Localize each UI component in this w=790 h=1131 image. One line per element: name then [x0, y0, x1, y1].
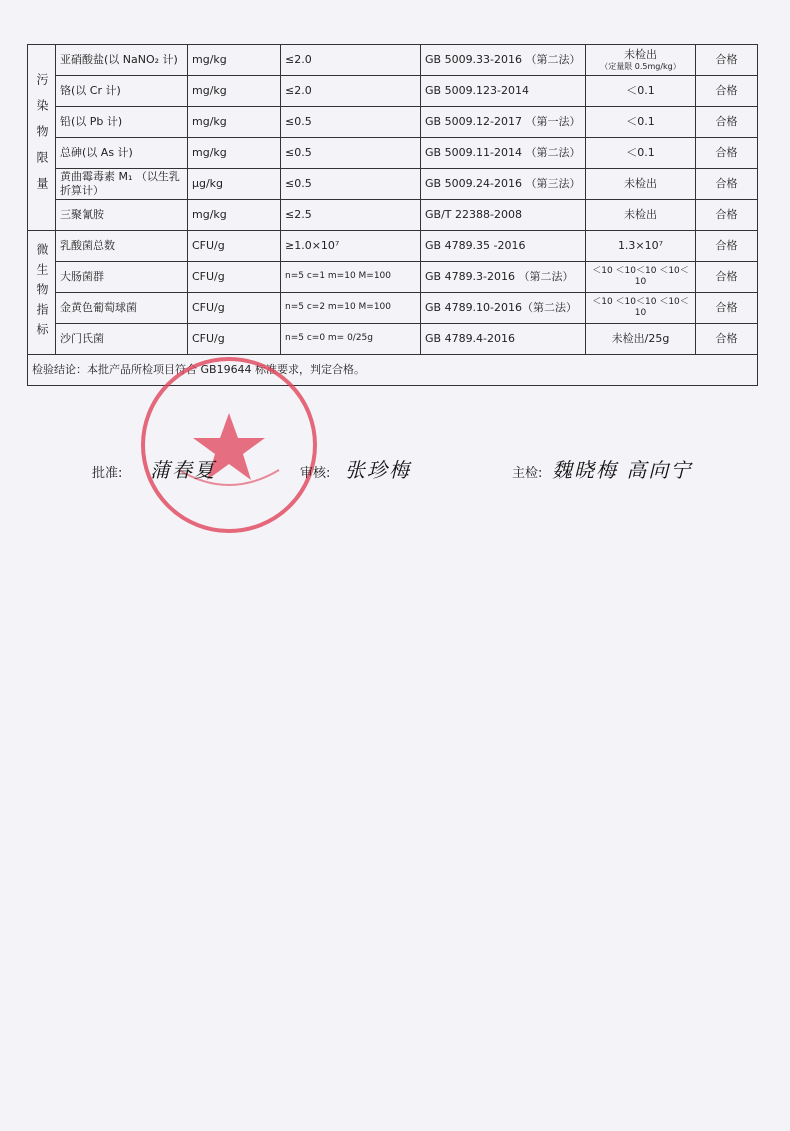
- item-cell: 黄曲霉毒素 M₁ （以生乳折算计）: [56, 169, 188, 200]
- result-cell: ＜10 ＜10＜10 ＜10＜10: [586, 293, 696, 324]
- method-cell: GB 4789.10-2016（第二法）: [421, 293, 586, 324]
- unit-cell: mg/kg: [188, 138, 281, 169]
- item-cell: 铬(以 Cr 计): [56, 76, 188, 107]
- unit-cell: CFU/g: [188, 293, 281, 324]
- category-pollutant: 污染物限量: [28, 45, 56, 231]
- verdict-cell: 合格: [696, 107, 758, 138]
- table-row: [28, 169, 758, 200]
- result-cell: ＜0.1: [586, 107, 696, 138]
- unit-cell: CFU/g: [188, 231, 281, 262]
- result-cell: ＜0.1: [586, 138, 696, 169]
- table-row: [28, 200, 758, 231]
- limit-cell: n=5 c=1 m=10 M=100: [281, 262, 421, 293]
- table-row: [28, 293, 758, 324]
- item-cell: 金黄色葡萄球菌: [56, 293, 188, 324]
- item-cell: 乳酸菌总数: [56, 231, 188, 262]
- limit-cell: n=5 c=2 m=10 M=100: [281, 293, 421, 324]
- approve-label: 批准:: [92, 466, 123, 481]
- verdict-cell: 合格: [696, 200, 758, 231]
- conclusion-text: 检验结论：本批产品所检项目符合 GB19644 标准要求，判定合格。: [28, 355, 758, 386]
- table-row: [28, 262, 758, 293]
- review-label: 审核:: [300, 466, 331, 481]
- verdict-cell: 合格: [696, 293, 758, 324]
- signature-row: [0, 452, 790, 492]
- result-value: 未检出: [624, 48, 657, 62]
- category-microbe: 微生物指标: [28, 231, 56, 355]
- unit-cell: μg/kg: [188, 169, 281, 200]
- table-row: [28, 231, 758, 262]
- unit-cell: CFU/g: [188, 324, 281, 355]
- item-cell: 沙门氏菌: [56, 324, 188, 355]
- item-cell: 铅(以 Pb 计): [56, 107, 188, 138]
- table-row: [28, 76, 758, 107]
- result-cell: [586, 45, 696, 76]
- method-cell: GB 5009.24-2016 （第三法）: [421, 169, 586, 200]
- verdict-cell: 合格: [696, 45, 758, 76]
- method-cell: GB 4789.3-2016 （第二法）: [421, 262, 586, 293]
- unit-cell: mg/kg: [188, 45, 281, 76]
- method-cell: GB 5009.33-2016 （第二法）: [421, 45, 586, 76]
- inspect-label: 主检:: [512, 466, 543, 481]
- method-cell: GB 4789.35 -2016: [421, 231, 586, 262]
- limit-cell: ≤2.5: [281, 200, 421, 231]
- item-cell: 三聚氰胺: [56, 200, 188, 231]
- inspect-signature: 魏晓梅 高向宁: [552, 458, 693, 482]
- table-row: [28, 107, 758, 138]
- item-cell: 大肠菌群: [56, 262, 188, 293]
- method-cell: GB/T 22388-2008: [421, 200, 586, 231]
- limit-cell: ≤2.0: [281, 45, 421, 76]
- verdict-cell: 合格: [696, 138, 758, 169]
- result-cell: 未检出: [586, 169, 696, 200]
- result-cell: 未检出: [586, 200, 696, 231]
- red-seal-stamp: [134, 350, 324, 540]
- method-cell: GB 4789.4-2016: [421, 324, 586, 355]
- unit-cell: CFU/g: [188, 262, 281, 293]
- table-row: [28, 138, 758, 169]
- item-cell: 总砷(以 As 计): [56, 138, 188, 169]
- unit-cell: mg/kg: [188, 107, 281, 138]
- verdict-cell: 合格: [696, 231, 758, 262]
- approve-signature: 蒲春夏: [150, 458, 216, 482]
- result-cell: 未检出/25g: [586, 324, 696, 355]
- method-cell: GB 5009.12-2017 （第一法）: [421, 107, 586, 138]
- limit-cell: ≤2.0: [281, 76, 421, 107]
- verdict-cell: 合格: [696, 324, 758, 355]
- limit-cell: n=5 c=0 m= 0/25g: [281, 324, 421, 355]
- limit-cell: ≤0.5: [281, 138, 421, 169]
- item-cell: 亚硝酸盐(以 NaNO₂ 计): [56, 45, 188, 76]
- verdict-cell: 合格: [696, 262, 758, 293]
- limit-cell: ≤0.5: [281, 169, 421, 200]
- verdict-cell: 合格: [696, 169, 758, 200]
- result-cell: ＜0.1: [586, 76, 696, 107]
- limit-cell: ≥1.0×10⁷: [281, 231, 421, 262]
- method-cell: GB 5009.11-2014 （第二法）: [421, 138, 586, 169]
- review-signature: 张珍梅: [345, 458, 411, 482]
- limit-cell: ≤0.5: [281, 107, 421, 138]
- unit-cell: mg/kg: [188, 200, 281, 231]
- unit-cell: mg/kg: [188, 76, 281, 107]
- method-cell: GB 5009.123-2014: [421, 76, 586, 107]
- verdict-cell: 合格: [696, 76, 758, 107]
- inspection-table: [27, 44, 758, 386]
- table-row: [28, 45, 758, 76]
- result-cell: ＜10 ＜10＜10 ＜10＜10: [586, 262, 696, 293]
- result-cell: 1.3×10⁷: [586, 231, 696, 262]
- result-note: （定量限 0.5mg/kg）: [600, 61, 681, 71]
